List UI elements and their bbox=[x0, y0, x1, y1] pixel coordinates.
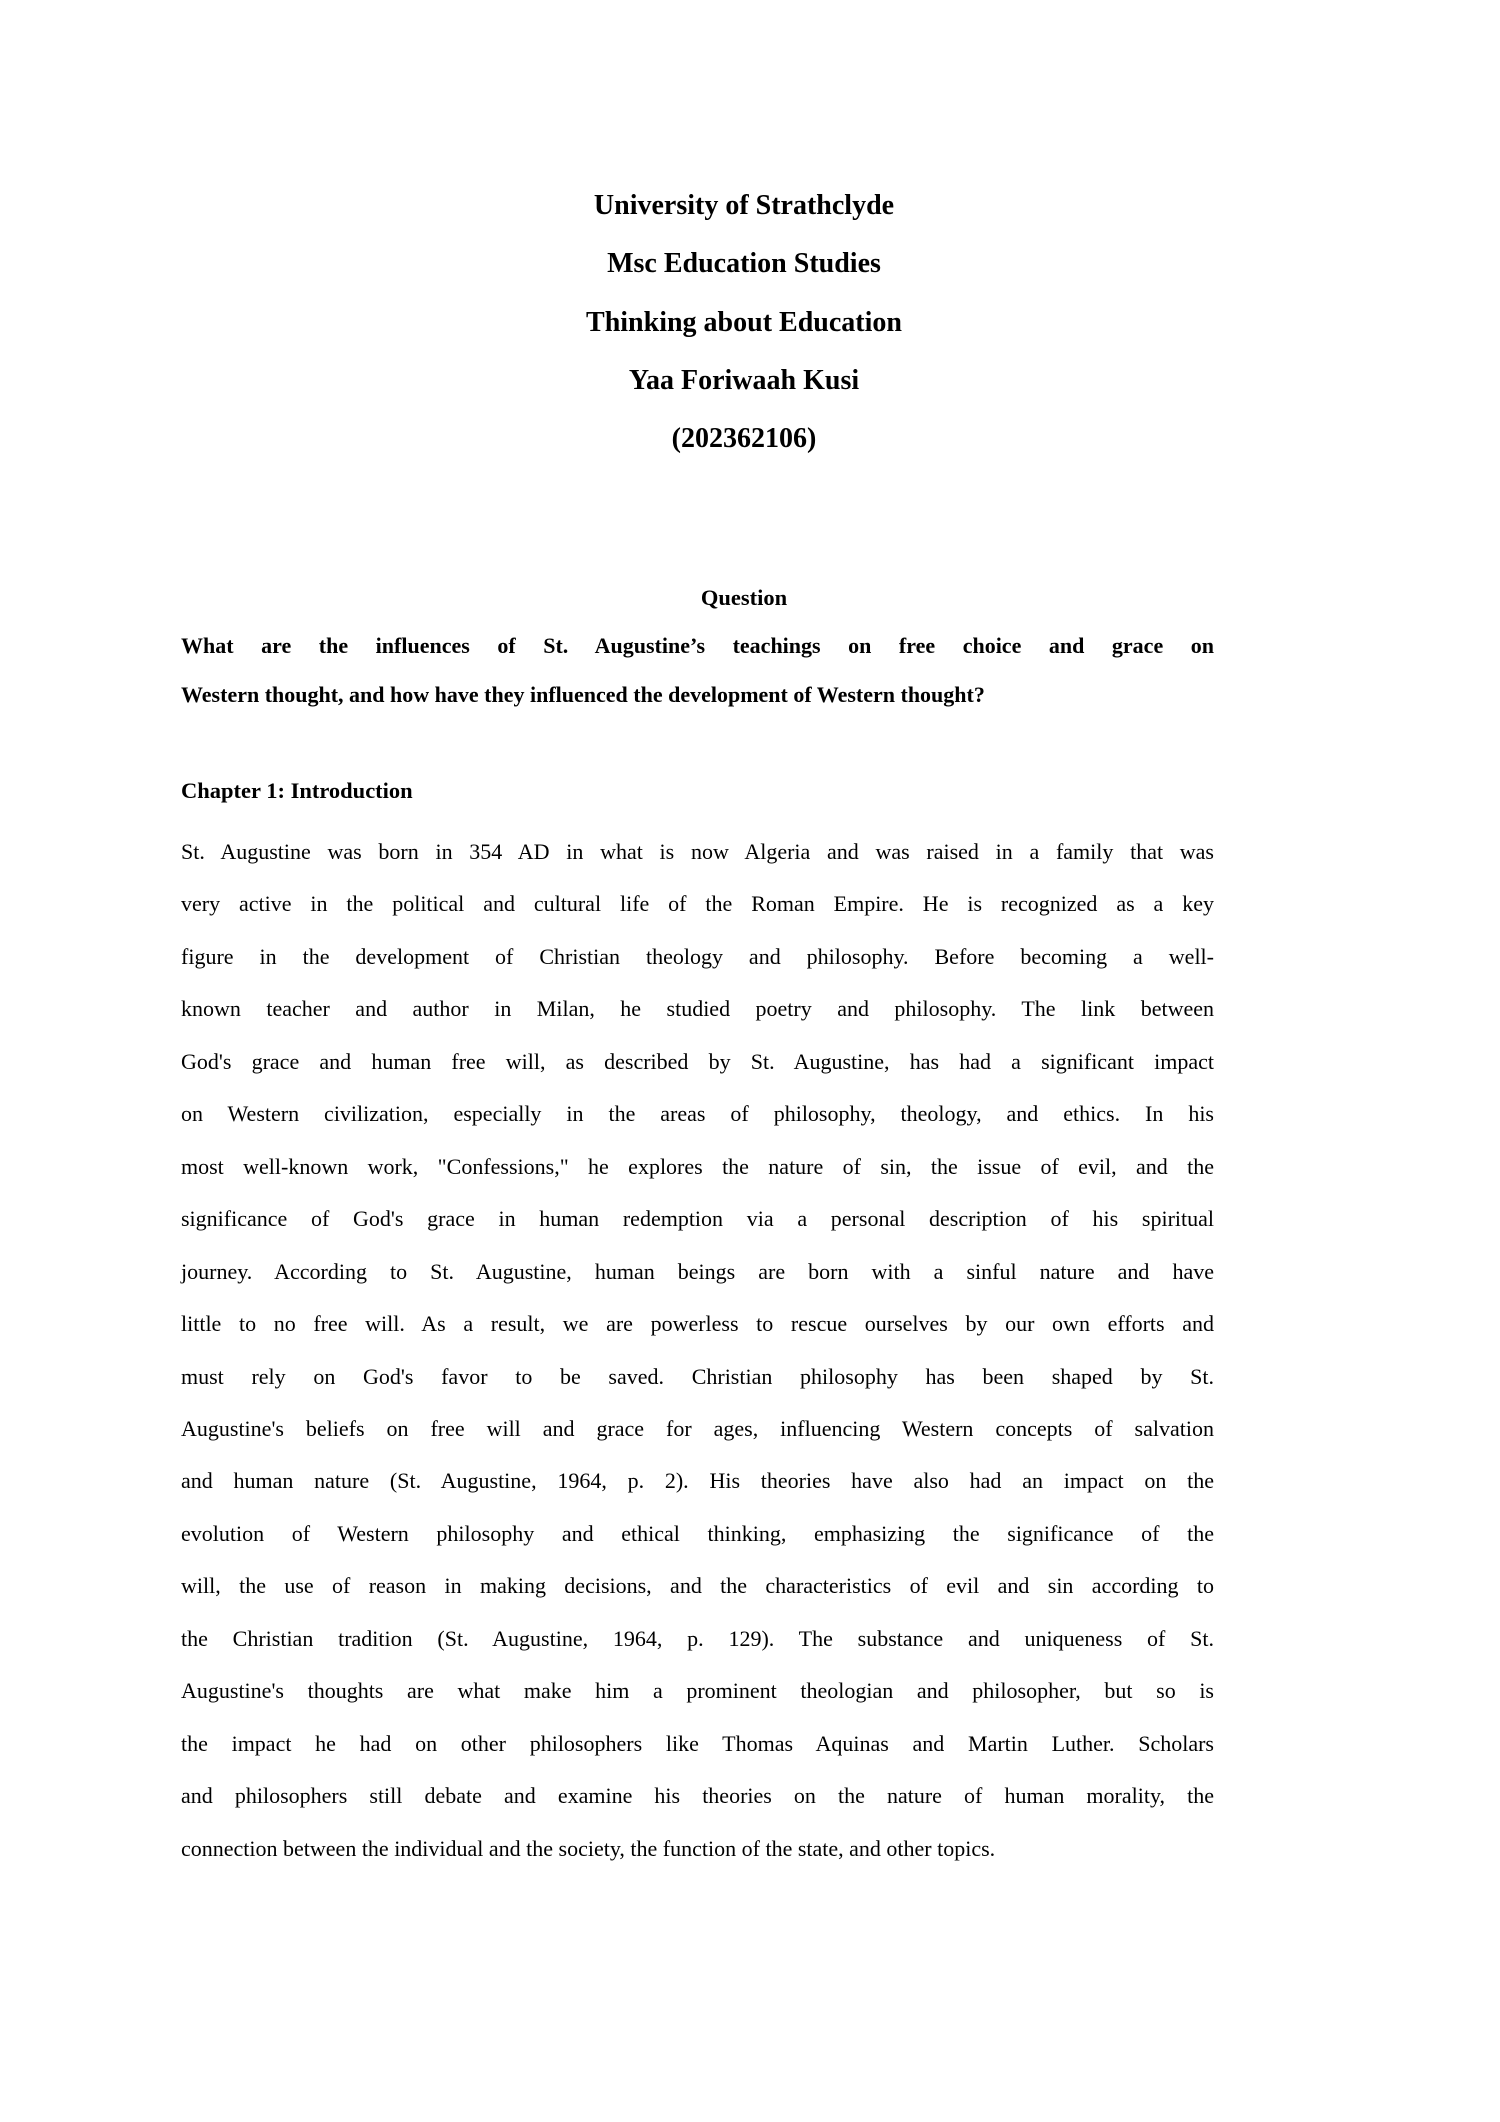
body-text-line: God's grace and human free will, as described by St. Augustine, has had a significant impact bbox=[181, 1048, 1214, 1074]
body-text-line: evolution of Western philosophy and ethical thinking, emphasizing the significance of the bbox=[181, 1520, 1214, 1546]
body-paragraph bbox=[181, 826, 1214, 1875]
body-text-line: the Christian tradition (St. Augustine, 1964, p. 129). The substance and uniqueness of St. bbox=[181, 1625, 1214, 1651]
body-text-line: known teacher and author in Milan, he studied poetry and philosophy. The link between bbox=[181, 996, 1214, 1022]
question-heading: Question bbox=[700, 585, 788, 610]
question-line: Western thought, and how have they influenced the development of Western thought? bbox=[181, 681, 985, 707]
question-line: What are the influences of St. Augustine’s teachings on free choice and grace on bbox=[181, 633, 1214, 658]
body-text-line: will, the use of reason in making decisions, and the characteristics of evil and sin according to bbox=[181, 1573, 1214, 1599]
body-text-line: most well-known work, "Confessions," he explores the nature of sin, the issue of evil, and the bbox=[181, 1153, 1214, 1179]
body-text-line: figure in the development of Christian theology and philosophy. Before becoming a well- bbox=[181, 943, 1214, 969]
body-text-line: very active in the political and cultural life of the Roman Empire. He is recognized as a key bbox=[181, 891, 1214, 917]
title-line-programme: Msc Education Studies bbox=[607, 248, 881, 280]
title-line-author: Yaa Foriwaah Kusi bbox=[628, 364, 860, 396]
body-text-line: Augustine's thoughts are what make him a prominent theologian and philosopher, but so is bbox=[181, 1678, 1214, 1704]
body-text-line: must rely on God's favor to be saved. Christian philosophy has been shaped by St. bbox=[181, 1363, 1214, 1389]
title-line-university: University of Strathclyde bbox=[593, 190, 895, 221]
body-text-line: and philosophers still debate and examine his theories on the nature of human morality, the bbox=[181, 1783, 1214, 1809]
body-text-line: connection between the individual and the society, the function of the state, and other topics. bbox=[181, 1835, 996, 1861]
body-text-line: journey. According to St. Augustine, human beings are born with a sinful nature and have bbox=[181, 1258, 1214, 1284]
title-line-module: Thinking about Education bbox=[586, 306, 902, 338]
question-paragraph bbox=[181, 622, 1214, 719]
chapter-heading: Chapter 1: Introduction bbox=[181, 778, 413, 803]
body-text-line: significance of God's grace in human redemption via a personal description of his spiritual bbox=[181, 1206, 1214, 1232]
body-text-line: St. Augustine was born in 354 AD in what is now Algeria and was raised in a family that was bbox=[181, 839, 1214, 864]
title-block bbox=[183, 177, 1305, 468]
body-text-line: and human nature (St. Augustine, 1964, p. 2). His theories have also had an impact on the bbox=[181, 1468, 1214, 1494]
body-text-line: Augustine's beliefs on free will and grace for ages, influencing Western concepts of salvation bbox=[181, 1415, 1214, 1441]
body-text-line: the impact he had on other philosophers like Thomas Aquinas and Martin Luther. Scholars bbox=[181, 1730, 1214, 1756]
body-text-line: on Western civilization, especially in the areas of philosophy, theology, and ethics. In his bbox=[181, 1101, 1214, 1127]
body-text-line: little to no free will. As a result, we are powerless to rescue ourselves by our own efforts and bbox=[181, 1311, 1214, 1337]
title-line-student-id: (202362106) bbox=[671, 423, 817, 455]
